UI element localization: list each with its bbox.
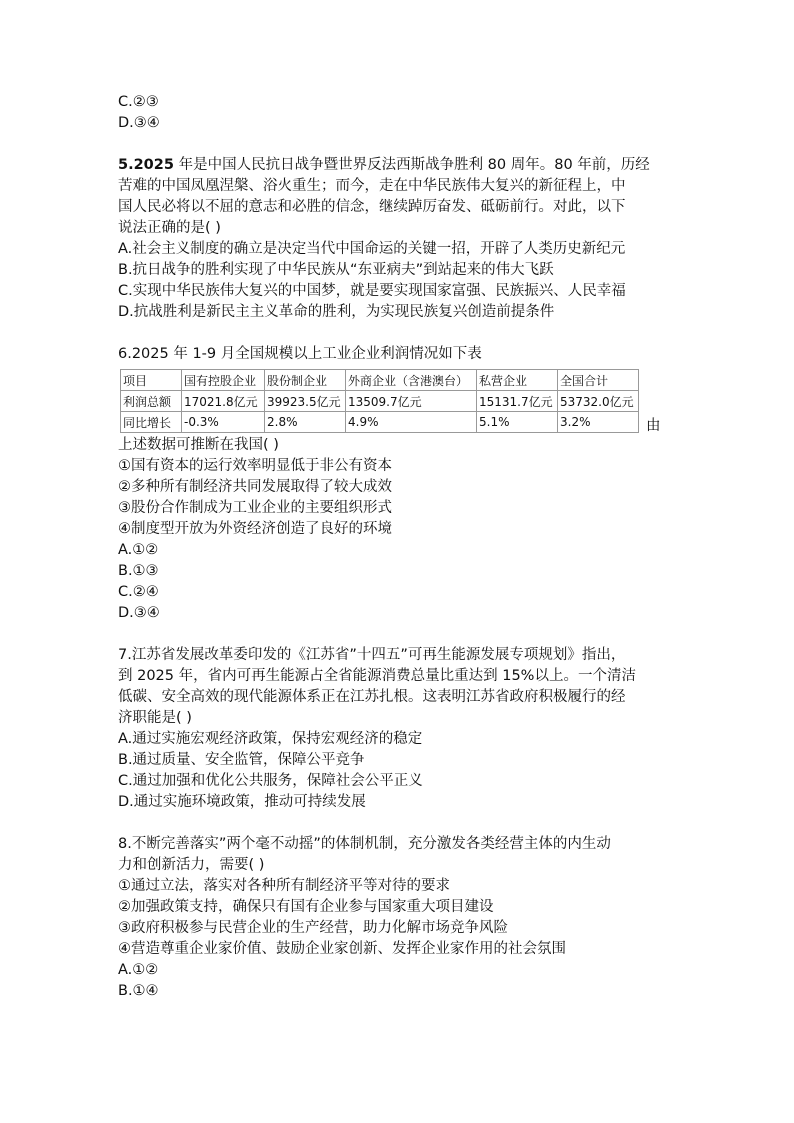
table-trailing-text: 由 (646, 418, 661, 434)
table-header-cell: 国有控股企业 (182, 370, 265, 391)
question-8-statement-2: ②加强政策支持，确保只有国有企业参与国家重大项目建设 (118, 899, 494, 915)
question-8-statement-1: ①通过立法，落实对各种所有制经济平等对待的要求 (118, 878, 450, 894)
table-cell: 15131.7亿元 (477, 391, 558, 412)
question-7-option-c[interactable]: C.通过加强和优化公共服务，保障社会公平正义 (118, 773, 423, 789)
table-header-cell: 外商企业（含港澳台） (346, 370, 477, 391)
question-5-option-d[interactable]: D.抗战胜利是新民主主义革命的胜利，为实现民族复兴创造前提条件 (118, 304, 555, 320)
table-cell: 同比增长 (121, 412, 182, 433)
question-8-statement-4: ④营造尊重企业家价值、鼓励企业家创新、发挥企业家作用的社会氛围 (118, 941, 566, 957)
table-cell: 2.8% (265, 412, 346, 433)
question-6-statement-4: ④制度型开放为外资经济创造了良好的环境 (118, 521, 392, 537)
question-7-stem-line-3: 低碳、安全高效的现代能源体系正在江苏扎根。这表明江苏省政府积极履行的经 (118, 689, 626, 705)
table-cell: 17021.8亿元 (182, 391, 265, 412)
question-8-option-b[interactable]: B.①④ (118, 983, 159, 999)
table-row (121, 391, 639, 412)
prev-question-options (118, 92, 678, 134)
question-8-stem-line-2: 力和创新活力，需要( ) (118, 857, 265, 873)
question-6-stem: 上述数据可推断在我国( ) (118, 437, 279, 453)
question-5-stem-line-1: 5.2025 年是中国人民抗日战争暨世界反法西斯战争胜利 80 周年。80 年前，历经 (118, 157, 650, 173)
question-7-stem-line-2: 到 2025 年，省内可再生能源占全省能源消费总量比重达到 15%以上。一个清洁 (118, 668, 636, 684)
exam-page-content (118, 92, 678, 1002)
question-6-option-c[interactable]: C.②④ (118, 584, 159, 600)
table-cell: 利润总额 (121, 391, 182, 412)
question-8 (118, 834, 678, 1002)
question-7-stem-line-4: 济职能是( ) (118, 710, 192, 726)
option-d[interactable]: D.③④ (118, 115, 160, 131)
question-5-option-b[interactable]: B.抗日战争的胜利实现了中华民族从“东亚病夫”到站起来的伟大飞跃 (118, 262, 554, 278)
question-7-option-b[interactable]: B.通过质量、安全监管，保障公平竞争 (118, 752, 365, 768)
question-6 (118, 344, 678, 624)
profit-table (120, 369, 639, 433)
table-header-cell: 股份制企业 (265, 370, 346, 391)
question-7-stem-line-1: 7.江苏省发展改革委印发的《江苏省”十四五”可再生能源发展专项规划》指出， (118, 647, 626, 663)
question-6-option-a[interactable]: A.①② (118, 542, 159, 558)
table-cell: 39923.5亿元 (265, 391, 346, 412)
question-6-statement-3: ③股份合作制成为工业企业的主要组织形式 (118, 500, 392, 516)
table-cell: 5.1% (477, 412, 558, 433)
option-c[interactable]: C.②③ (118, 94, 159, 110)
table-header-cell: 私营企业 (477, 370, 558, 391)
table-header-cell: 全国合计 (558, 370, 639, 391)
table-cell: 3.2% (558, 412, 639, 433)
question-6-title: 6.2025 年 1-9 月全国规模以上工业企业利润情况如下表 (118, 346, 482, 362)
question-5-stem-line-4: 说法正确的是( ) (118, 220, 221, 236)
question-8-option-a[interactable]: A.①② (118, 962, 159, 978)
question-7-option-a[interactable]: A.通过实施宏观经济政策，保持宏观经济的稳定 (118, 731, 423, 747)
question-6-statement-2: ②多种所有制经济共同发展取得了较大成效 (118, 479, 392, 495)
table-cell: -0.3% (182, 412, 265, 433)
table-cell: 53732.0亿元 (558, 391, 639, 412)
profit-table-wrap (118, 369, 678, 435)
question-5-number: 5.2025 (118, 157, 174, 173)
table-header-row (121, 370, 639, 391)
question-5-stem-line-2: 苦难的中国凤凰涅槃、浴火重生；而今，走在中华民族伟大复兴的新征程上，中 (118, 178, 626, 194)
question-6-statement-1: ①国有资本的运行效率明显低于非公有资本 (118, 458, 392, 474)
table-header-cell: 项目 (121, 370, 182, 391)
question-8-stem-line-1: 8.不断完善落实”两个毫不动摇”的体制机制，充分激发各类经营主体的内生动 (118, 836, 611, 852)
question-5-option-a[interactable]: A.社会主义制度的确立是决定当代中国命运的关键一招，开辟了人类历史新纪元 (118, 241, 626, 257)
question-6-option-d[interactable]: D.③④ (118, 605, 160, 621)
question-5-stem-line-3: 国人民必将以不屈的意志和必胜的信念，继续踔厉奋发、砥砺前行。对此，以下 (118, 199, 626, 215)
question-7-option-d[interactable]: D.通过实施环境政策，推动可持续发展 (118, 794, 366, 810)
question-7 (118, 645, 678, 813)
table-cell: 13509.7亿元 (346, 391, 477, 412)
question-8-statement-3: ③政府积极参与民营企业的生产经营，助力化解市场竞争风险 (118, 920, 508, 936)
question-5-option-c[interactable]: C.实现中华民族伟大复兴的中国梦，就是要实现国家富强、民族振兴、人民幸福 (118, 283, 626, 299)
question-5 (118, 155, 678, 323)
table-row (121, 412, 639, 433)
table-cell: 4.9% (346, 412, 477, 433)
question-6-option-b[interactable]: B.①③ (118, 563, 159, 579)
